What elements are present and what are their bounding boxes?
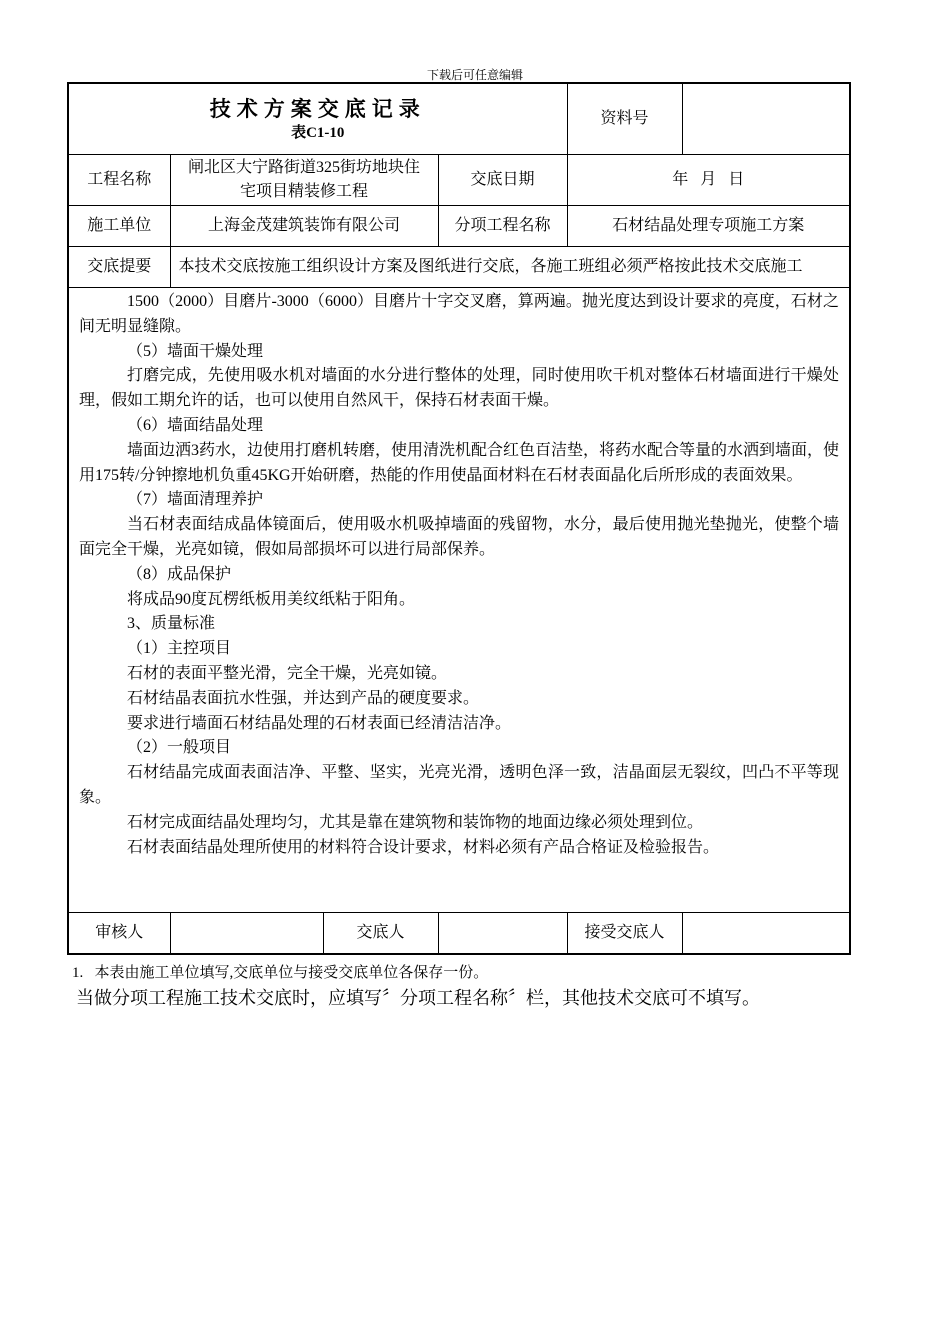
receiver-field[interactable] bbox=[682, 913, 850, 955]
body-paragraph: 1500（2000）目磨片-3000（6000）目磨片十字交叉磨，算两遍。抛光度达到设计要求的亮度，石材之间无明显缝隙。 bbox=[79, 293, 839, 335]
disclosure-form-table bbox=[67, 82, 851, 955]
body-heading: （7）墙面清理养护 bbox=[127, 491, 264, 509]
project-name-label: 工程名称 bbox=[68, 155, 170, 206]
project-name-field[interactable] bbox=[170, 155, 438, 206]
reviewer-field[interactable] bbox=[170, 913, 323, 955]
body-paragraph: 要求进行墙面石材结晶处理的石材表面已经清洁洁净。 bbox=[127, 714, 512, 732]
disclosure-date-label: 交底日期 bbox=[438, 155, 567, 206]
footnote-1: 1. 本表由施工单位填写,交底单位与接受交底单位各保存一份。 bbox=[72, 965, 489, 981]
summary-label: 交底提要 bbox=[68, 247, 170, 288]
body-paragraph: 打磨完成，先使用吸水机对墙面的水分进行整体的处理，同时使用吹干机对整体石材墙面进行干燥处理，假如工期允许的话，也可以使用自然风干，保持石材表面干燥。 bbox=[79, 367, 839, 410]
footnote-2: 当做分项工程施工技术交底时，应填写〞分项工程名称〞栏，其他技术交底可不填写。 bbox=[76, 988, 760, 1009]
disclosure-date-field[interactable]: 年 月 日 bbox=[567, 155, 850, 206]
body-heading: （8）成品保护 bbox=[127, 565, 232, 583]
summary-field[interactable]: 本技术交底按施工组织设计方案及图纸进行交底，各施工班组必须严格按此技术交底施工 bbox=[170, 247, 850, 288]
project-name-line1: 闸北区大宁路街道325街坊地块住 bbox=[187, 159, 420, 176]
body-heading: 3、质量标准 bbox=[127, 615, 216, 633]
body-heading: （1）主控项目 bbox=[127, 640, 232, 658]
body-paragraph: 将成品90度瓦楞纸板用美纹纸粘于阳角。 bbox=[127, 590, 416, 608]
header-note: 下载后可任意编辑 bbox=[426, 68, 523, 82]
body-heading: （2）一般项目 bbox=[127, 739, 232, 757]
construction-unit-field[interactable]: 上海金茂建筑装饰有限公司 bbox=[170, 206, 438, 247]
subproject-name-label: 分项工程名称 bbox=[438, 206, 567, 247]
construction-unit-label: 施工单位 bbox=[68, 206, 170, 247]
project-name-line2: 宅项目精装修工程 bbox=[239, 183, 368, 200]
body-paragraph: 石材的表面平整光滑，完全干燥，光亮如镜。 bbox=[127, 664, 448, 682]
form-title: 技术方案交底记录 bbox=[209, 97, 426, 121]
form-title-cell bbox=[68, 83, 567, 155]
reviewer-label: 审核人 bbox=[68, 913, 170, 955]
body-paragraph: 墙面边洒3药水，边使用打磨机转磨，使用清洗机配合红色百洁垫，将药水配合等量的水洒到墙面，使用175转/分钟擦地机负重45KG开始研磨，热能的作用使晶面材料在石材表面晶化后所形成的表面效果。 bbox=[79, 441, 840, 484]
disclosure-body bbox=[68, 288, 850, 913]
body-paragraph: 石材表面结晶处理所使用的材料符合设计要求，材料必须有产品合格证及检验报告。 bbox=[127, 838, 720, 856]
body-heading: （6）墙面结晶处理 bbox=[127, 416, 264, 434]
discloser-label: 交底人 bbox=[323, 913, 438, 955]
doc-no-label: 资料号 bbox=[567, 83, 682, 155]
body-paragraph: 当石材表面结成晶体镜面后，使用吸水机吸掉墙面的残留物，水分，最后使用抛光垫抛光，使整个墙面完全干燥，光亮如镜，假如局部损坏可以进行局部保养。 bbox=[79, 516, 839, 558]
body-paragraph: 石材结晶表面抗水性强，并达到产品的硬度要求。 bbox=[127, 689, 480, 707]
subproject-name-field[interactable]: 石材结晶处理专项施工方案 bbox=[567, 206, 850, 247]
body-heading: （5）墙面干燥处理 bbox=[127, 342, 264, 360]
doc-no-field[interactable] bbox=[682, 83, 850, 155]
form-subtitle: 表C1-10 bbox=[291, 125, 345, 141]
body-paragraph: 石材完成面结晶处理均匀，尤其是靠在建筑物和装饰物的地面边缘必须处理到位。 bbox=[127, 813, 704, 831]
discloser-field[interactable] bbox=[438, 913, 567, 955]
body-paragraph: 石材结晶完成面表面洁净、平整、坚实，光亮光滑，透明色泽一致，洁晶面层无裂纹，凹凸不平等现象。 bbox=[79, 764, 839, 806]
receiver-label: 接受交底人 bbox=[567, 913, 682, 955]
